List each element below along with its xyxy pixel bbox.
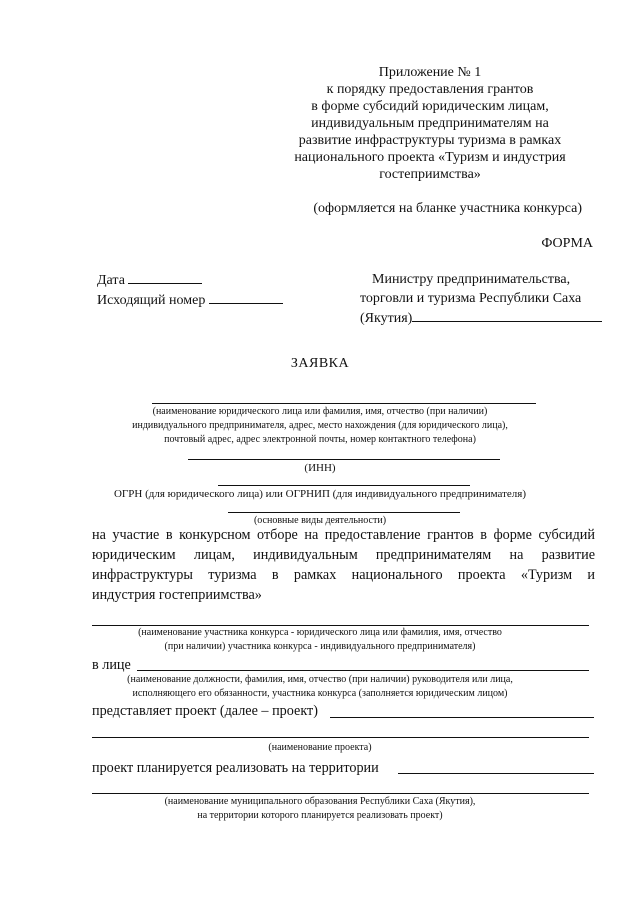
date-label: Дата bbox=[97, 273, 125, 288]
addressee-field[interactable] bbox=[412, 308, 602, 322]
in-person-field[interactable] bbox=[137, 670, 589, 671]
inn-field[interactable] bbox=[188, 459, 500, 460]
applicant-field[interactable] bbox=[152, 403, 536, 404]
appendix-line: в форме субсидий юридическим лицам, bbox=[311, 99, 549, 114]
caption-line: индивидуального предпринимателя, адрес, место нахождения (для юридического лица), bbox=[132, 420, 508, 431]
caption-line: (наименование участника конкурса - юридического лица или фамилия, имя, отчество bbox=[138, 627, 502, 638]
territory-field[interactable] bbox=[398, 773, 594, 774]
appendix-line: индивидуальным предпринимателям на bbox=[311, 116, 549, 131]
territory-caption bbox=[0, 795, 640, 823]
ogrn-caption: ОГРН (для юридического лица) или ОГРНИП (для индивидуального предпринимателя) bbox=[113, 488, 527, 500]
appendix-heading bbox=[275, 64, 585, 183]
appendix-line: национального проекта «Туризм и индустрия bbox=[294, 150, 566, 165]
project-caption: (наименование проекта) bbox=[268, 742, 372, 753]
appendix-line: к порядку предоставления грантов bbox=[326, 82, 534, 97]
caption-line: почтовый адрес, адрес электронной почты, номер контактного телефона) bbox=[164, 434, 476, 445]
appendix-line: гостеприимства» bbox=[379, 167, 481, 182]
project-field[interactable] bbox=[330, 717, 594, 718]
caption-line: на территории которого планируется реализовать проект) bbox=[197, 810, 443, 821]
addressee-line: (Якутия) bbox=[360, 311, 413, 326]
body-line: инфраструктуры туризма в рамках национального проекта «Туризм и bbox=[92, 567, 595, 583]
territory-field-continued[interactable] bbox=[92, 793, 589, 794]
caption-line: (наименование муниципального образования Республики Саха (Якутия), bbox=[164, 796, 476, 807]
outgoing-number-field[interactable] bbox=[209, 290, 283, 304]
addressee-line: торговли и туризма Республики Саха bbox=[360, 291, 582, 306]
body-line: юридическим лицам, индивидуальным предпринимателям на развитие bbox=[92, 547, 595, 563]
caption-line: (наименование должности, фамилия, имя, отчество (при наличии) руководителя или лица, bbox=[127, 674, 513, 685]
addressee-line: Министру предпринимательства, bbox=[372, 272, 571, 287]
participant-caption bbox=[0, 626, 640, 654]
form-label: ФОРМА bbox=[541, 236, 593, 251]
territory-label: проект планируется реализовать на территории bbox=[92, 760, 379, 776]
inn-caption: (ИНН) bbox=[304, 462, 336, 474]
appendix-line: развитие инфраструктуры туризма в рамках bbox=[298, 133, 562, 148]
activities-caption: (основные виды деятельности) bbox=[253, 515, 387, 526]
applicant-caption bbox=[0, 405, 640, 447]
application-text bbox=[92, 525, 595, 605]
date-field[interactable] bbox=[128, 270, 202, 284]
ogrn-field[interactable] bbox=[218, 485, 470, 486]
person-caption bbox=[0, 673, 640, 701]
date-block bbox=[97, 270, 283, 310]
presents-project-label: представляет проект (далее – проект) bbox=[92, 703, 318, 719]
appendix-line: Приложение № 1 bbox=[378, 65, 482, 80]
caption-line: исполняющего его обязанности, участника конкурса (заполняется юридическим лицом) bbox=[132, 688, 508, 699]
outgoing-number-label: Исходящий номер bbox=[97, 293, 206, 308]
body-line: на участие в конкурсном отборе на предоставление грантов в форме субсидий bbox=[92, 527, 595, 543]
project-field-continued[interactable] bbox=[92, 737, 589, 738]
caption-line: (при наличии) участника конкурса - индивидуального предпринимателя) bbox=[164, 641, 476, 652]
body-line: индустрия гостеприимства» bbox=[92, 587, 262, 603]
caption-line: (наименование юридического лица или фамилия, имя, отчество (при наличии) bbox=[152, 406, 488, 417]
in-person-label: в лице bbox=[92, 657, 131, 673]
document-title: ЗАЯВКА bbox=[290, 356, 350, 371]
letterhead-note: (оформляется на бланке участника конкурса) bbox=[313, 201, 582, 216]
activities-field[interactable] bbox=[228, 512, 460, 513]
addressee-block bbox=[360, 270, 606, 328]
